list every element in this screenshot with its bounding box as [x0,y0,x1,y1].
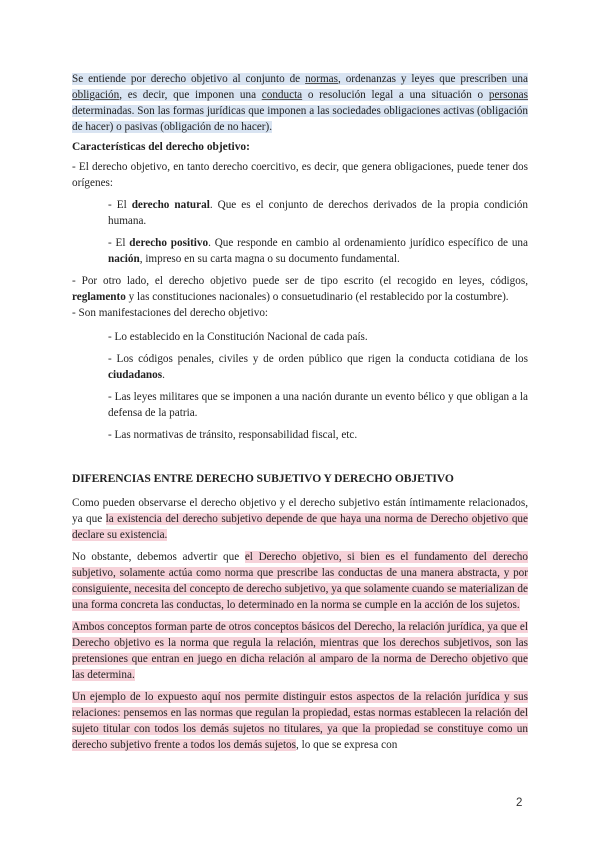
positivo-prefix: - El [108,237,130,249]
positivo-rest1: . Que responde en cambio al ordenamiento jurídico específico de una [208,237,528,249]
differences-paragraph-2 [72,549,528,613]
differences-paragraph-1 [72,495,528,543]
intro-text-a: Se entiende por derecho objetivo al conjunto de [72,73,306,85]
positivo-rest2: , impreso en su carta magna o su documento fundamental. [139,253,400,265]
differences-paragraph-3 [72,619,528,683]
page-content [72,71,528,753]
intro-text-d: o resolución legal a una situación o [302,89,489,101]
origins-intro: - El derecho objetivo, en tanto derecho coercitivo, es decir, que genera obligaciones, puede tener dos orígenes: [72,161,528,189]
natural-prefix: - El [108,199,132,211]
m2-bold: ciudadanos [108,369,163,381]
m2-text-b: . [162,369,165,381]
natural-law-item [72,197,528,229]
p4-highlight: Un ejemplo de lo expuesto aquí nos permite distinguir estos aspectos de la relación jurídica y sus relaciones: pensemos en las normas que regulan la propiedad, estas normas establecen la relación del sujeto titular con todos los demás sujetos no titulares, ya que la propiedad se constituye como un derecho subjetivo frente a todos los demás sujetos [72,691,528,751]
intro-text-e: determinadas. Son las formas jurídicas que imponen a las sociedades obligaciones activas (obligación de hacer) o pasivas (obligación de no hacer). [72,105,528,133]
manifestation-item-4: - Las normativas de tránsito, responsabilidad fiscal, etc. [108,429,358,441]
p2-highlight-1: el Derecho objetivo [244,551,339,563]
positivo-bold: derecho positivo [129,237,209,249]
positivo-bold2: nación [108,253,140,265]
page-number: 2 [516,797,523,809]
differences-title: DIFERENCIAS ENTRE DERECHO SUBJETIVO Y DERECHO OBJETIVO [72,472,454,485]
manifestation-item-1: - Lo establecido en la Constitución Nacional de cada país. [108,331,368,343]
intro-highlight [72,73,528,133]
natural-bold: derecho natural [131,199,210,211]
differences-paragraph-4 [72,689,528,753]
type-paragraph [72,273,528,305]
positive-law-item [72,235,528,267]
intro-text-c: , es decir, que imponen una [119,89,262,101]
p2-highlight-2: , si bien es el fundamento del derecho subjetivo, solamente actúa como norma que prescribe las conductas de una manera abstracta, y por consiguiente, necesita del concepto de derecho subjetivo, ya que solamente cuando se materializan de una forma concreta las conductas, lo determinado en la norma se cumple en la acción de los sujetos. [72,551,528,611]
p3-highlight: Ambos conceptos forman parte de otros conceptos básicos del Derecho, la relación jurídica, ya que el Derecho objetivo es la norma que regula la relación, mientras que los derechos subjetivos, son las pretensiones que entran en juego en dicha relación al amparo de la norma de Derecho objetivo que las determina. [72,621,528,681]
tipo-text-b: y las constituciones nacionales) o consuetudinario (el restablecido por la costumbre). [125,291,509,303]
p4-text-b: , lo que se expresa con [296,739,398,751]
intro-text-b: , ordenanzas y leyes que prescriben una [338,73,528,85]
tipo-bold: reglamento [72,291,126,303]
p1-text-a: Como pueden observarse el derecho objetivo y el derecho subjetivo están íntimamente relacionados, ya que [72,497,528,525]
p2-text-a: No obstante, debemos advertir que [72,551,245,563]
p1-highlight: la existencia del derecho subjetivo depende de que haya una norma de Derecho objetivo que declare su existencia. [72,513,528,541]
link-normas[interactable]: normas [305,73,338,85]
manifestation-item-3: - Las leyes militares que se imponen a una nación durante un evento bélico y que obligan a la defensa de la patria. [108,391,528,419]
m2-text-a: - Los códigos penales, civiles y de orden público que rigen la conducta cotidiana de los [108,353,528,365]
link-obligacion[interactable]: obligación [72,89,120,101]
manifestation-item-2 [72,351,528,383]
link-personas[interactable]: personas [488,89,529,101]
natural-rest: . Que es el conjunto de derechos derivados de la propia condición humana. [108,199,528,227]
tipo-text-a: - Por otro lado, el derecho objetivo puede ser de tipo escrito (el recogido en leyes, códigos, [72,275,528,287]
intro-paragraph [72,71,528,135]
link-conducta[interactable]: conducta [261,89,303,101]
manifestations-intro: - Son manifestaciones del derecho objetivo: [72,307,269,319]
characteristics-heading: Características del derecho objetivo: [72,141,250,153]
